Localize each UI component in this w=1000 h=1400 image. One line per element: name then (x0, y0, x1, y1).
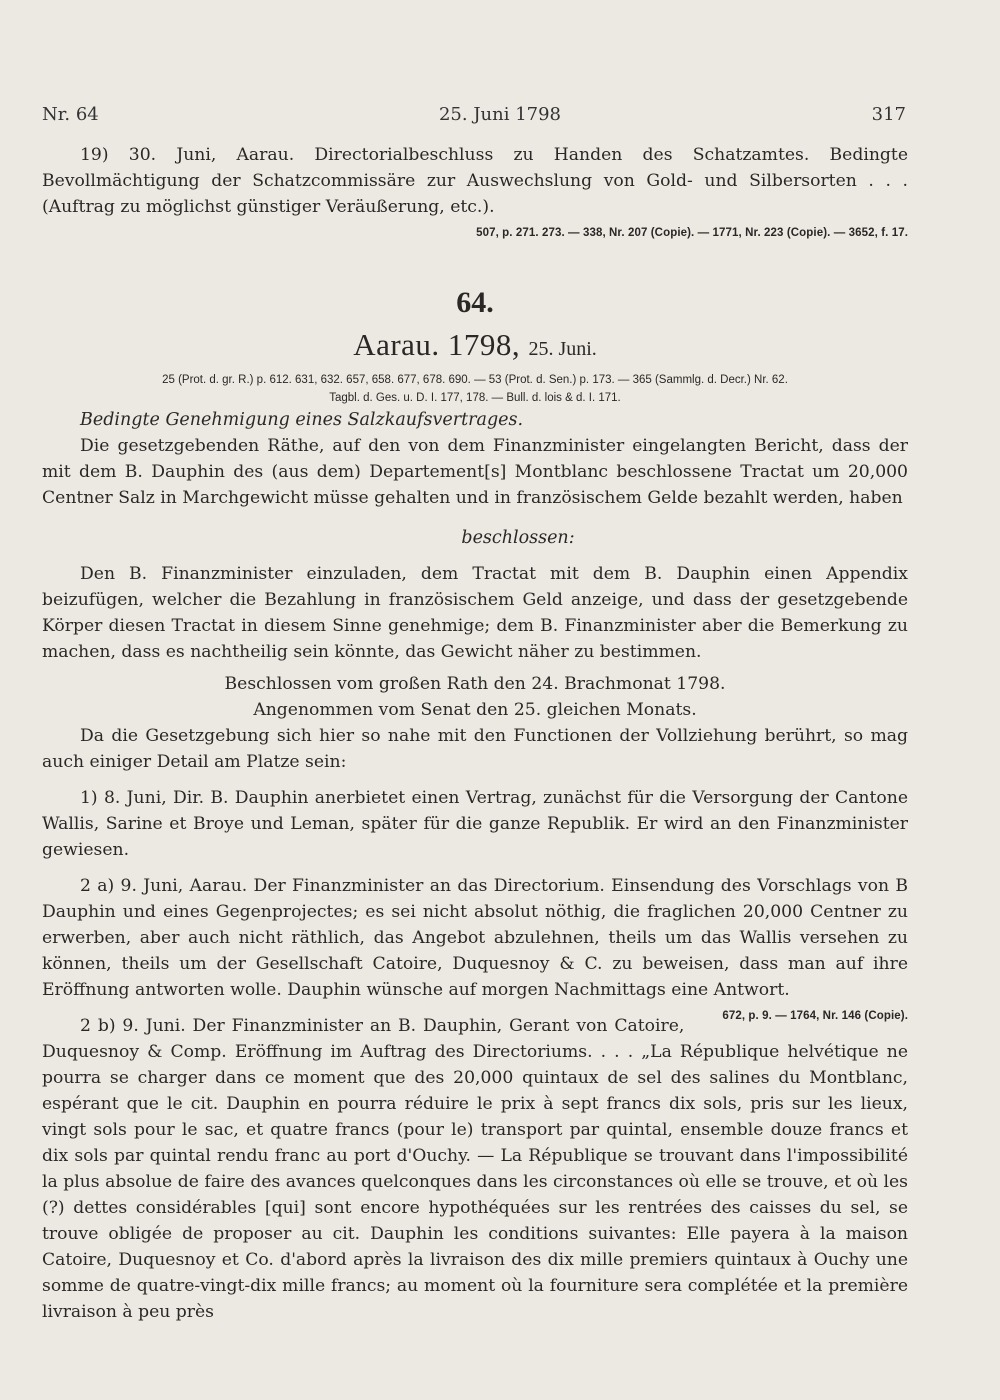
note-1: 1) 8. Juni, Dir. B. Dauphin anerbietet einen Vertrag, zunächst für die Versorgung der Cantone Wallis, Sarine et Broye und Leman, später für die ganze Republik. Er wird an den Finanzminister gewiesen. (42, 788, 908, 860)
document-number: 64. (456, 286, 494, 319)
header-date: 25. Juni 1798 (438, 104, 562, 125)
note-2a-text: 2 a) 9. Juni, Aarau. Der Finanzminister an das Directorium. Einsendung des Vorschlags von B Dauphin und eines Gegenprojectes; es sei nicht absolut nöthig, die fraglichen 20,000 Centner zu erwerben, aber auch nicht räthlich, das Angebot abzulehnen, theils um das Wallis versehen zu können, theils um der Gesellschaft Catoire, Duquesnoy & C. zu beweisen, dass man auf ihre Eröffnung antworten wolle. Dauphin wünsche auf morgen Nachmittags eine Antwort. (42, 876, 908, 1000)
passed-senate: Angenommen vom Senat den 25. gleichen Monats. (253, 700, 697, 720)
page-body (42, 142, 908, 1325)
note-2a-refs: 672, p. 9. — 1764, Nr. 146 (Copie). (722, 1010, 908, 1022)
page-number: 317 (871, 104, 906, 125)
sources-line-2: Tagbl. d. Ges. u. D. I. 177, 178. — Bull. d. lois & d. I. 171. (329, 392, 621, 404)
previous-entry-text: 19) 30. Juni, Aarau. Directorialbeschluss zu Handen des Schatzamtes. Bedingte Bevollmächtigung der Schatzcommissäre zur Auswechslung von Gold- und Silbersorten . . . (Auftrag zu möglichst günstiger Veräußerung, etc.). (42, 145, 908, 217)
previous-entry (42, 142, 908, 239)
document-sources (42, 371, 908, 407)
document-intro: Die gesetzgebenden Räthe, auf den von dem Finanzminister eingelangten Bericht, dass der mit dem B. Dauphin des (aus dem) Departement[s] Montblanc beschlossene Tractat um 20,000 Centner Salz in Marchgewicht müsse gehalten und in französischem Gelde bezahlt werden, haben (42, 436, 908, 508)
note-2b: 2 b) 9. Juni. Der Finanzminister an B. Dauphin, Gerant von Catoire, Duquesnoy & Comp. Eröffnung im Auftrag des Directoriums. . . . „La République helvétique ne pourra se charger dans ce moment que des 20,000 quintaux de sel des salines du Montblanc, espérant que le cit. Dauphin en pourra réduire le prix à sept francs dix sols, pris sur les lieux, vingt sols pour le sac, et quatre francs (pour le) transport par quintal, ensemble douze francs et dix sols par quintal rendu franc au port d'Ouchy. — La République se trouvant dans l'impossibilité la plus absolue de faire des avances quelconques dans les circonstances où elle se trouve, et où les (?) dettes considérables [qui] sont encore hypothéquées sur les rentrées des caisses du sel, se trouve obligée de proposer au cit. Dauphin les conditions suivantes: Elle payera à la maison Catoire, Duquesnoy et Co. d'abord après la livraison des dix mille premiers quintaux à Ouchy une somme de quatre-vingt-dix mille francs; au moment où la fourniture sera complétée et la première livraison à peu près (42, 1016, 908, 1322)
note-2a (42, 873, 908, 1022)
resolution-text: Den B. Finanzminister einzuladen, dem Tractat mit dem B. Dauphin einen Appendix beizufügen, welcher die Bezahlung in französischem Geld anzeige, und dass der gesetzgebende Körper diesen Tractat in diesem Sinne genehmige; dem B. Finanzminister aber die Bemerkung zu machen, dass es nachtheilig sein könnte, das Gewicht näher zu bestimmen. (42, 564, 908, 662)
previous-entry-refs: 507, p. 271. 273. — 338, Nr. 207 (Copie). — 1771, Nr. 223 (Copie). — 3652, f. 17. (476, 227, 908, 239)
notes-intro: Da die Gesetzgebung sich hier so nahe mit den Functionen der Vollziehung berührt, so mag auch einiger Detail am Platze sein: (42, 726, 908, 772)
beschlossen-heading: beschlossen: (461, 528, 575, 548)
document-heading (42, 326, 908, 368)
passed-great-council: Beschlossen vom großen Rath den 24. Brachmonat 1798. (224, 674, 726, 694)
document-place: Aarau. 1798, (353, 327, 521, 362)
document-title: Bedingte Genehmigung eines Salzkaufsvertrages. (80, 410, 524, 430)
header-number: Nr. 64 (42, 104, 99, 125)
document-day: 25. Juni. (528, 338, 597, 360)
sources-line-1: 25 (Prot. d. gr. R.) p. 612. 631, 632. 657, 658. 677, 678. 690. — 53 (Prot. d. Sen.) p. 173. — 365 (Sammlg. d. Decr.) Nr. 62. (162, 374, 788, 386)
